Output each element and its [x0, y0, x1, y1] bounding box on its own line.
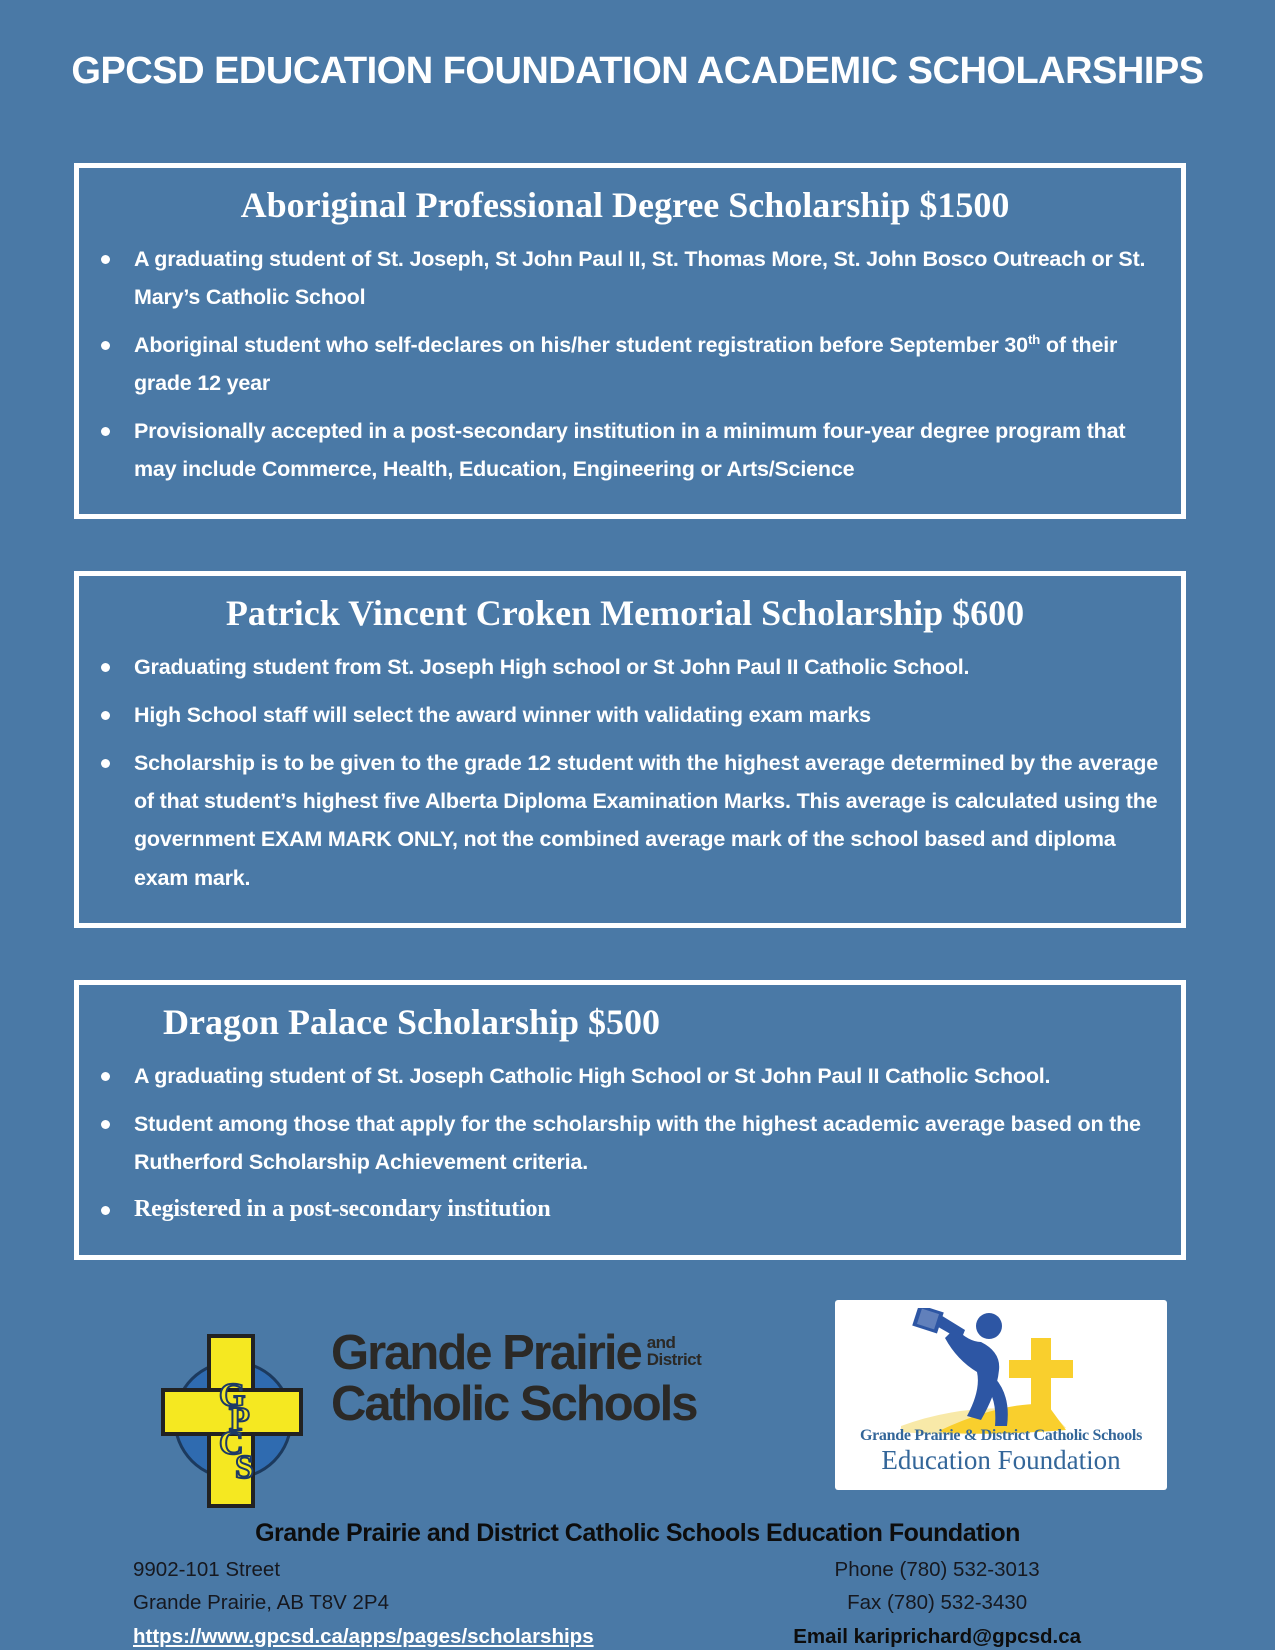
page-title: GPCSD EDUCATION FOUNDATION ACADEMIC SCHOLARSHIPS: [71, 50, 1204, 92]
bullet-list: [91, 1057, 1159, 1229]
gpcs-logo-suffix: and District: [646, 1332, 702, 1369]
bullet-marker-icon: [101, 427, 110, 436]
bullet-item: [91, 648, 1159, 686]
gpcs-logo-line1: Grande Prairie: [331, 1325, 641, 1380]
education-foundation-logo: [835, 1300, 1167, 1490]
phone-number: Phone (780) 532-3013: [834, 1557, 1040, 1581]
gpcs-logo-wordmark: [331, 1325, 702, 1432]
bullet-list: [91, 648, 1159, 896]
bullet-item: [91, 1105, 1159, 1181]
bullet-item: [91, 326, 1159, 402]
footer-contact-grid: [0, 1556, 1275, 1650]
bullet-marker-icon: [101, 759, 110, 768]
bullet-marker-icon: [101, 255, 110, 264]
bullet-text: Aboriginal student who self-declares on his/her student registration before September 30th of their grade 12 year: [134, 331, 1118, 396]
bullet-marker-icon: [101, 341, 110, 350]
scholarship-box-aboriginal: [74, 163, 1186, 519]
bullet-text: Registered in a post-secondary institution: [134, 1195, 551, 1222]
bullet-item: [91, 412, 1159, 488]
scholarships-link[interactable]: https://www.gpcsd.ca/apps/pages/scholarships: [133, 1624, 594, 1648]
bullet-text: A graduating student of St. Joseph Catholic High School or St John Paul II Catholic School.: [134, 1063, 1051, 1088]
bullet-marker-icon: [101, 711, 110, 720]
foundation-logo-line1: Grande Prairie & District Catholic Schools: [859, 1426, 1143, 1444]
email-address: Email kariprichard@gpcsd.ca: [793, 1624, 1081, 1648]
address-line2: Grande Prairie, AB T8V 2P4: [133, 1591, 390, 1615]
footer-contact-column: [599, 1556, 1275, 1650]
bullet-item: [91, 240, 1159, 316]
bullet-marker-icon: [101, 663, 110, 672]
bullet-marker-icon: [101, 1072, 110, 1081]
gpcs-monogram-letter: G: [219, 1376, 246, 1414]
bullet-text: High School staff will select the award winner with validating exam marks: [134, 703, 871, 728]
address-line1: 9902-101 Street: [133, 1557, 281, 1581]
foundation-figure-icon: [861, 1308, 1141, 1438]
superscript-ordinal: th: [1027, 331, 1041, 347]
bullet-text: Provisionally accepted in a post-secondary institution in a minimum four-year degree program that may include Commerce, Health, Education, Engineering or Arts/Science: [134, 419, 1126, 482]
scholarships-url: [133, 1623, 599, 1650]
bullet-text: Graduating student from St. Joseph High school or St John Paul II Catholic School.: [134, 655, 970, 680]
footer-address-column: [0, 1556, 599, 1650]
bullet-marker-icon: [101, 1120, 110, 1129]
bullet-item: [91, 1191, 1159, 1229]
foundation-logo-line2: Education Foundation: [881, 1444, 1121, 1475]
bullet-item: [91, 744, 1159, 896]
gpcs-monogram-letter: C: [219, 1424, 244, 1462]
scholarship-title: Aboriginal Professional Degree Scholarship $1500: [240, 185, 1010, 225]
gpcs-monogram-letter: P: [229, 1400, 250, 1438]
logos-row: [0, 1300, 1275, 1505]
bullet-text: A graduating student of St. Joseph, St John Paul II, St. Thomas More, St. John Bosco Outreach or St. Mary’s Catholic School: [134, 247, 1146, 310]
gpcs-logo-line2: Catholic Schools: [331, 1377, 697, 1432]
gpcs-schools-logo: [145, 1325, 702, 1508]
scholarship-box-dragon-palace: [74, 980, 1186, 1260]
gpcs-monogram-letter: S: [235, 1448, 254, 1486]
bullet-text: Student among those that apply for the scholarship with the highest academic average based on the Rutherford Scholarship Achievement criteria.: [134, 1111, 1141, 1174]
bullet-list: [91, 240, 1159, 488]
scholarship-title: Patrick Vincent Croken Memorial Scholarship $600: [225, 593, 1025, 634]
footer-org-title: Grande Prairie and District Catholic Schools Education Foundation: [255, 1518, 1020, 1547]
fax-number: Fax (780) 532-3430: [847, 1591, 1028, 1615]
scholarship-title: Dragon Palace Scholarship $500: [163, 1001, 661, 1042]
bullet-marker-icon: [101, 1206, 110, 1215]
bullet-text: Scholarship is to be given to the grade 12 student with the highest average determined by the average of that student’s highest five Alberta Diploma Examination Marks. This average is calculated using the government EXAM MARK ONLY, not the combined average mark of the school based and diploma exam mark.: [134, 751, 1158, 890]
bullet-item: [91, 696, 1159, 734]
bullet-item: [91, 1057, 1159, 1095]
scholarship-box-croken: [74, 571, 1186, 927]
gpcs-cross-icon: [145, 1328, 317, 1508]
